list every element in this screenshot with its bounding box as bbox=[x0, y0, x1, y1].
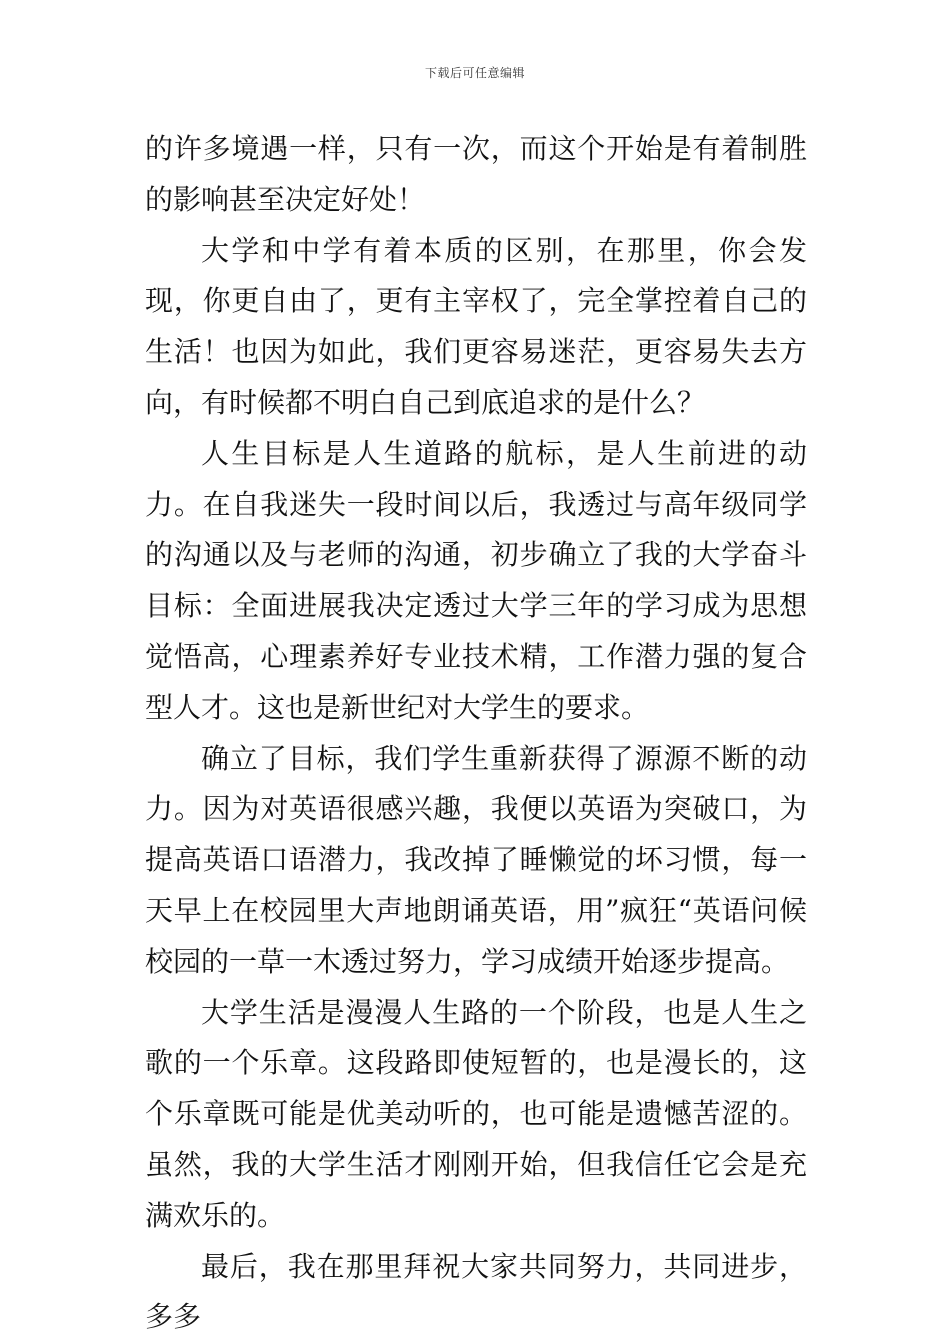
paragraph-3: 人生目标是人生道路的航标，是人生前进的动力。在自我迷失一段时间以后，我透过与高年级同学的沟通以及与老师的沟通，初步确立了我的大学奋斗目标：全面进展我决定透过大学三年的学习成为思想觉悟高，心理素养好专业技术精，工作潜力强的复合型人才。这也是新世纪对大学生的要求。 bbox=[145, 436, 807, 724]
paragraph-2: 大学和中学有着本质的区别，在那里，你会发现，你更自由了，更有主宰权了，完全掌控着自己的生活！也因为如此，我们更容易迷茫，更容易失去方向，有时候都不明白自己到底追求的是什么？ bbox=[145, 233, 807, 419]
paragraph-6: 最后，我在那里拜祝大家共同努力，共同进步，多多 bbox=[145, 1249, 807, 1334]
page-header: 下载后可任意编辑 bbox=[424, 66, 525, 80]
document-body bbox=[145, 124, 807, 1343]
paragraph-4: 确立了目标，我们学生重新获得了源源不断的动力。因为对英语很感兴趣，我便以英语为突破口，为提高英语口语潜力，我改掉了睡懒觉的坏习惯，每一天早上在校园里大声地朗诵英语，用”疯狂“英语问候校园的一草一木透过努力，学习成绩开始逐步提高。 bbox=[145, 741, 807, 978]
paragraph-5: 大学生活是漫漫人生路的一个阶段，也是人生之歌的一个乐章。这段路即使短暂的，也是漫长的，这个乐章既可能是优美动听的，也可能是遗憾苦涩的。虽然，我的大学生活才刚刚开始，但我信任它会是充满欢乐的。 bbox=[145, 995, 807, 1232]
paragraph-1: 的许多境遇一样，只有一次，而这个开始是有着制胜的影响甚至决定好处！ bbox=[145, 132, 807, 216]
